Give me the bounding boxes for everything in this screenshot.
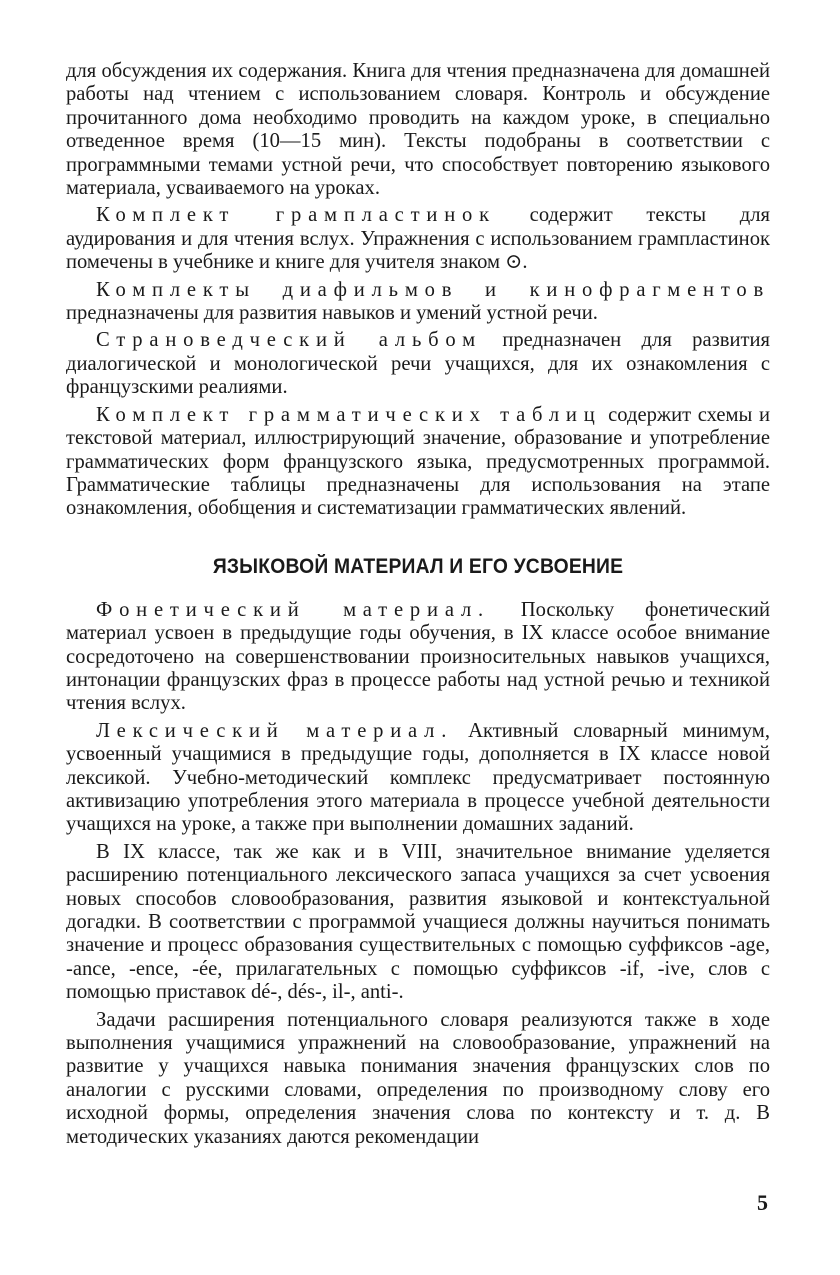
paragraph-text: предназначены для развития навыков и умений устной речи. bbox=[66, 302, 598, 325]
paragraph-country-album bbox=[66, 329, 770, 399]
paragraph-word-formation bbox=[66, 841, 770, 1005]
paragraph-text: содержит тексты для аудирования и для чтения вслух. Упражнения с использованием грампластинок помечены в учебнике и книге для учителя знаком ⊙. bbox=[66, 204, 770, 274]
paragraph-text: В IX классе, так же как и в VIII, значительное внимание уделяется расширению потенциального лексического запаса учащихся за счет усвоения новых способов словообразования, развития языковой и контекстуальной догадки. В соответствии с программой учащиеся должны научиться понимать значение и процесс образования существительных с помощью суффиксов -age, -ance, -ence, -ée, прилагательных с помощью суффиксов -if, -ive, слов с помощью приставок dé-, dés-, il-, anti-. bbox=[66, 840, 770, 1004]
paragraph-text: для обсуждения их содержания. Книга для чтения предназначена для домашней работы над чтением с использованием словаря. Контроль и обсуждение прочитанного дома необходимо проводить на каждом уроке, в специально отведенное время (10—15 мин). Тексты подобраны в соответствии с программными темами устной речи, что способствует повторению языкового материала, усваиваемого на уроках. bbox=[66, 60, 770, 200]
spaced-term: Комплект грамматических таблиц bbox=[96, 403, 602, 426]
paragraph-lexical bbox=[66, 720, 770, 837]
paragraph-filmstrips bbox=[66, 279, 770, 326]
paragraph-text: Задачи расширения потенциального словаря реализуются также в ходе выполнения учащимися упражнений на словообразование, упражнений на развитие у учащихся навыка понимания значения французских слов по аналогии с русскими словами, определения по производному слову его исходной формы, определения значения слова по контексту и т. д. В методических указаниях даются рекомендации bbox=[66, 1008, 770, 1148]
spaced-term: Фонетический материал. bbox=[96, 598, 490, 621]
paragraph-grammar-tables bbox=[66, 404, 770, 521]
paragraph-vocabulary-tasks bbox=[66, 1009, 770, 1149]
bottom-text-block bbox=[66, 599, 770, 1149]
page-number: 5 bbox=[757, 1190, 768, 1215]
spaced-term: Лексический материал. bbox=[96, 719, 454, 742]
paragraph-text: предназначен для развития диалогической и монологической речи учащихся, для их ознакомления с французскими реалиями. bbox=[66, 329, 770, 399]
spaced-term: Комплект грампластинок bbox=[96, 204, 496, 227]
spaced-term: Страноведческий альбом bbox=[96, 329, 482, 352]
section-heading: ЯЗЫКОВОЙ МАТЕРИАЛ И ЕГО УСВОЕНИЕ bbox=[212, 554, 624, 578]
paragraph-text: Поскольку фонетический материал усвоен в предыдущие годы обучения, в IX классе особое внимание сосредоточено на совершенствовании произносительных навыков учащихся, интонации французских фраз в процессе работы над устной речью и техникой чтения вслух. bbox=[66, 598, 770, 715]
paragraph-records-set bbox=[66, 204, 770, 274]
paragraph-reading-book bbox=[66, 60, 770, 200]
paragraph-text: Активный словарный минимум, усвоенный учащимися в предыдущие годы, дополняется в IX классе новой лексикой. Учебно-методический комплекс предусматривает постоянную активизацию употребления этого материала в процессе учебной деятельности учащихся на уроке, а также при выполнении домашних заданий. bbox=[66, 719, 770, 836]
top-text-block bbox=[66, 60, 770, 521]
paragraph-phonetic bbox=[66, 599, 770, 716]
paragraph-text: содержит схемы и текстовой материал, иллюстрирующий значение, образование и употребление грамматических форм французского языка, предусмотренных программой. Грамматические таблицы предназначены для использования на этапе ознакомления, обобщения и систематизации грамматических явлений. bbox=[66, 403, 770, 520]
spaced-term: Комплекты диафильмов и кинофрагментов bbox=[96, 278, 770, 301]
